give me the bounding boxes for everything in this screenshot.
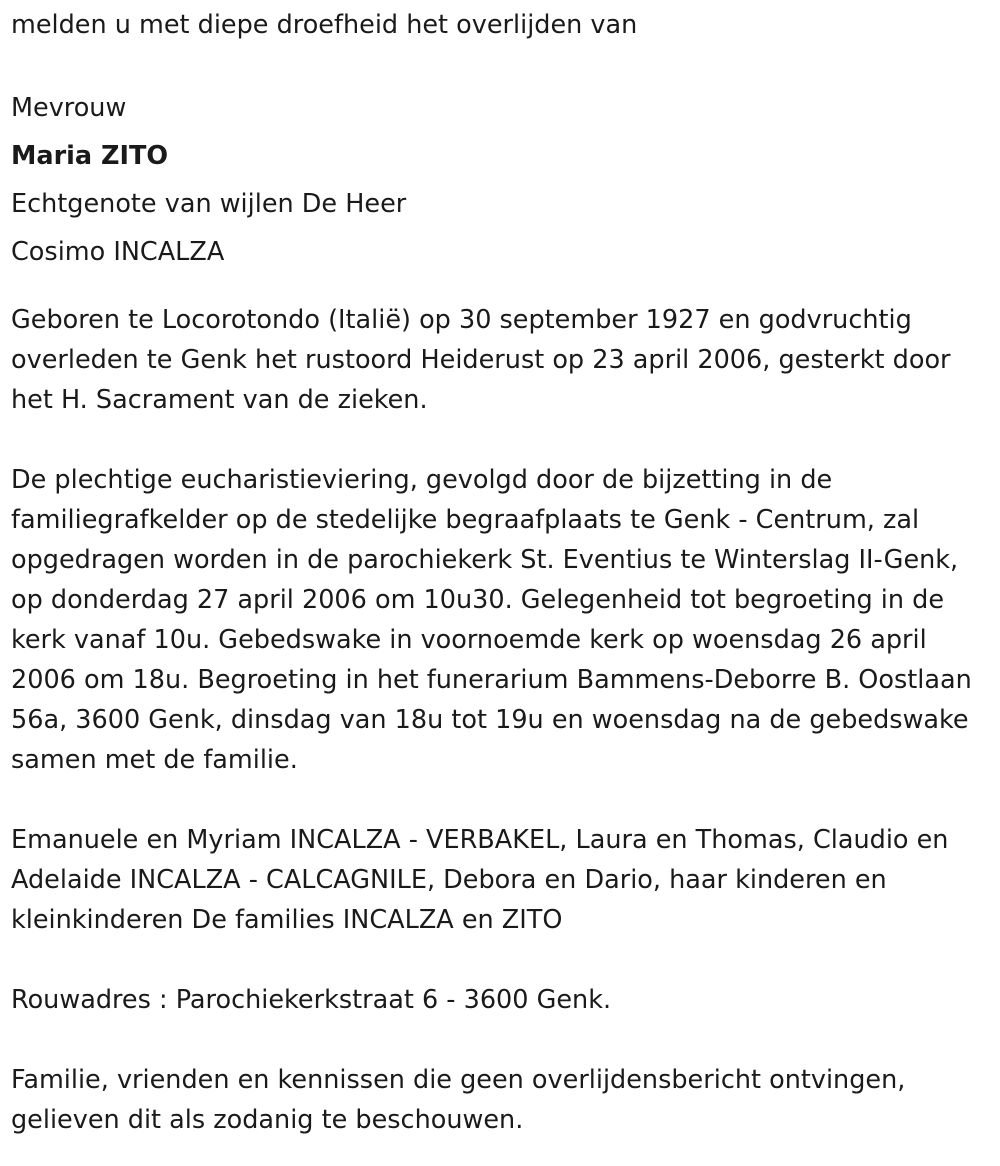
birth-death-paragraph: Geboren te Locorotondo (Italië) op 30 september 1927 en godvruchtig overleden te Genk het rustoord Heiderust op 23 april 2006, gesterkt door het H. Sacrament van de zieken.: [11, 305, 951, 415]
address-paragraph: Rouwadres : Parochiekerkstraat 6 - 3600 Genk.: [11, 985, 612, 1015]
deceased-block: [11, 84, 988, 276]
deceased-name: Maria ZITO: [11, 141, 169, 171]
family-paragraph: Emanuele en Myriam INCALZA - VERBAKEL, Laura en Thomas, Claudio en Adelaide INCALZA - CALCAGNILE, Debora en Dario, haar kinderen en kleinkinderen De families INCALZA en ZITO: [11, 825, 949, 935]
intro-text: melden u met diepe droefheid het overlijden van: [11, 10, 638, 40]
ceremony-paragraph: De plechtige eucharistieviering, gevolgd door de bijzetting in de familiegrafkelder op de stedelijke begraafplaats te Genk - Centrum, zal opgedragen worden in de parochiekerk St. Eventius te Winterslag II-Genk, op donderdag 27 april 2006 om 10u30. Gelegenheid tot begroeting in de kerk vanaf 10u. Gebedswake in voornoemde kerk op woensdag 26 april 2006 om 18u. Begroeting in het funerarium Bammens-Deborre B. Oostlaan 56a, 3600 Genk, dinsdag van 18u tot 19u en woensdag na de gebedswake samen met de familie.: [11, 465, 972, 775]
spouse-name: Cosimo INCALZA: [11, 237, 225, 267]
honorific: Mevrouw: [11, 93, 127, 123]
relation-text: Echtgenote van wijlen De Heer: [11, 189, 407, 219]
closing-paragraph: Familie, vrienden en kennissen die geen overlijdensbericht ontvingen, gelieven dit als zodanig te beschouwen.: [11, 1065, 906, 1135]
